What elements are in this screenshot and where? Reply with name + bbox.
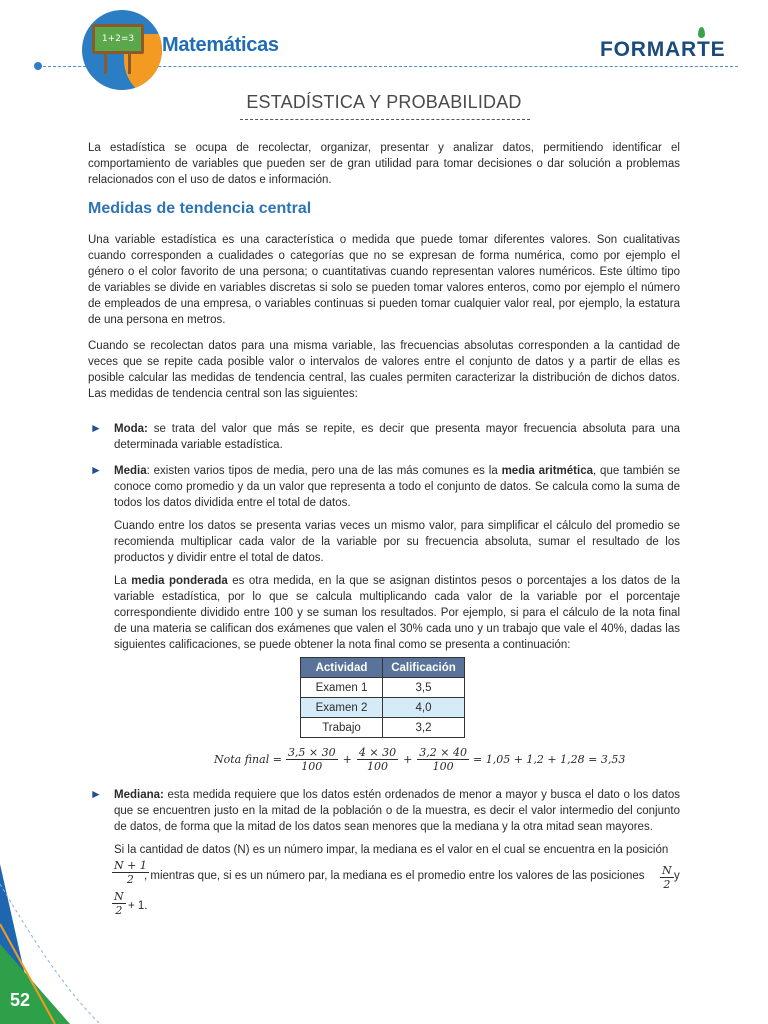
fraction-numerator: N + 1	[114, 859, 147, 872]
table-cell: 4,0	[383, 698, 465, 718]
conjunction-y: y	[674, 870, 680, 882]
fraction-denominator: 2	[126, 873, 134, 886]
section-title: ESTADÍSTICA Y PROBABILIDAD	[246, 92, 522, 112]
weighted-average-formula	[214, 744, 625, 774]
bullet-arrow-icon: ►	[90, 787, 102, 801]
grades-table	[300, 657, 465, 738]
fraction-denominator: 100	[301, 759, 323, 773]
plus-sign: +	[342, 752, 352, 766]
fraction-numerator: N	[662, 864, 672, 877]
paragraph-media-ponderada	[114, 573, 680, 653]
list-item-media	[114, 463, 680, 511]
table-cell: Examen 1	[301, 678, 383, 698]
table-cell: Examen 2	[301, 698, 383, 718]
plus-one-text: + 1.	[128, 900, 148, 912]
paragraph-variables: Una variable estadística es una característica o medida que puede tomar diferentes valores. Son cualitativas cuando corresponden a cualidades o categorías que no se expresan de forma numérica, como por ejemplo el género o el color favorito de una persona; o cuantitativas cuando representan valores numéricos. Este último tipo de variables se divide en variables discretas si solo se pueden tomar valores enteros, como por ejemplo el número de empleados de una empresa, o variables continuas si pueden tomar cualquier valor real, por ejemplo, la estatura de una persona en metros.	[88, 234, 680, 326]
plus-sign: +	[403, 752, 413, 766]
term-mediana: Mediana:	[114, 789, 164, 801]
list-item-moda	[114, 421, 680, 453]
corner-green-band	[0, 944, 70, 1024]
bullet-arrow-icon: ►	[90, 463, 102, 477]
table-cell: 3,2	[383, 718, 465, 738]
fraction-numerator: 4 × 30	[358, 745, 397, 759]
ponderada-text-a: La	[114, 575, 132, 587]
fraction-numerator: 3,5 × 30	[287, 745, 336, 759]
term-moda: Moda:	[114, 423, 148, 435]
paragraph-media-frequency: Cuando entre los datos se presenta varias veces un mismo valor, para simplificar el cálculo del promedio se recomienda multiplicar cada valor de la variable por su frecuencia absoluta, sumar el resultado de los productos y dividir entre el total de datos.	[114, 520, 680, 564]
heading-central-tendency: Medidas de tendencia central	[88, 200, 312, 217]
subject-title: Matemáticas	[162, 34, 279, 56]
table-header-cell: Actividad	[301, 658, 383, 678]
moda-text: se trata del valor que más se repite, es decir que presenta mayor frecuencia absoluta para una determinada variable estadística.	[114, 423, 680, 451]
page-number: 52	[10, 990, 31, 1010]
fraction-denominator: 2	[663, 878, 671, 891]
fraction-even-position-1	[660, 864, 674, 891]
section-title-underline	[240, 119, 530, 120]
fraction-numerator: N	[114, 890, 124, 903]
brand-flame-icon	[698, 27, 705, 38]
term-media: Media	[114, 465, 147, 477]
fraction-denominator: 2	[115, 904, 123, 917]
table-header-cell: Calificación	[383, 658, 465, 678]
table-row	[301, 718, 465, 738]
paragraph-frequencies: Cuando se recolectan datos para una misma variable, las frecuencias absolutas corresponden a la cantidad de veces que se repite cada posible valor o intervalos de valores entre el conjunto de datos y a partir de ellas es posible calcular las medidas de tendencia central, las cuales permiten caracterizar la distribución de dichos datos. Las medidas de tendencia central son las siguientes:	[88, 340, 680, 400]
table-cell: 3,5	[383, 678, 465, 698]
formula-rhs: = 1,05 + 1,2 + 1,28 = 3,53	[473, 752, 626, 766]
media-text-a: : existen varios tipos de media, pero una de las más comunes es la	[146, 465, 502, 477]
term-media-ponderada: media ponderada	[131, 575, 228, 587]
fraction-numerator: 3,2 × 40	[419, 745, 467, 759]
media-text-b: , que también se conoce como promedio y da un valor que representa a todo el conjunto de datos. Se calcula como la suma de todos los datos dividida entre el total de datos.	[114, 465, 680, 509]
fraction-work	[417, 746, 469, 773]
mediana-text-even: , mientras que, si es un número par, la mediana es el promedio entre los valores de las posiciones	[144, 870, 645, 882]
chalkboard-icon: 1+2=3	[92, 24, 144, 54]
table-row	[301, 678, 465, 698]
paragraph-mediana-position: Si la cantidad de datos (N) es un número impar, la mediana es el valor en el cual se encuentra en la posición	[114, 844, 669, 856]
subject-badge	[82, 10, 162, 90]
mediana-text: esta medida requiere que los datos estén ordenados de menor a mayor y busca el dato o los datos que se encuentren justo en la mitad de la población o de la muestra, es decir el valor intermedio del conjunto de datos, de forma que la mitad de los datos sean menores que la mediana y la otra mitad sean mayores.	[114, 789, 680, 833]
term-media-aritmetica: media aritmética	[501, 465, 593, 477]
intro-paragraph: La estadística se ocupa de recolectar, organizar, presentar y analizar datos, permitiendo identificar el comportamiento de variables que pueden ser de gran utilidad para tomar decisiones o dar solución a problemas relacionados con el uso de datos e información.	[88, 142, 680, 186]
fraction-denominator: 100	[432, 759, 454, 773]
brand-logo: FORMARTE	[600, 38, 726, 61]
chalkboard-leg-left	[104, 54, 107, 74]
list-item-mediana	[114, 787, 680, 835]
table-cell: Trabajo	[301, 718, 383, 738]
fraction-exam2	[357, 746, 398, 773]
fraction-exam1	[286, 746, 338, 773]
fraction-denominator: 100	[366, 759, 388, 773]
table-header-row	[301, 658, 465, 678]
header-line-dot	[34, 62, 42, 70]
chalkboard-leg-right	[128, 54, 131, 74]
bullet-arrow-icon: ►	[90, 421, 102, 435]
table-row	[301, 698, 465, 718]
ponderada-text-b: es otra medida, en la que se asignan distintos pesos o porcentajes a los datos de la variable estadística, por lo que se calcula multiplicando cada valor de la variable por el porcentaje correspondiente dividido entre 100 y se suman los resultados. Por ejemplo, si para el cálculo de la nota final de una materia se califican dos exámenes que valen el 30% cada uno y un trabajo que vale el 40%, dadas las siguientes calificaciones, se puede obtener la nota final como se presenta a continuación:	[114, 575, 680, 651]
formula-lhs: Nota final =	[214, 752, 282, 766]
